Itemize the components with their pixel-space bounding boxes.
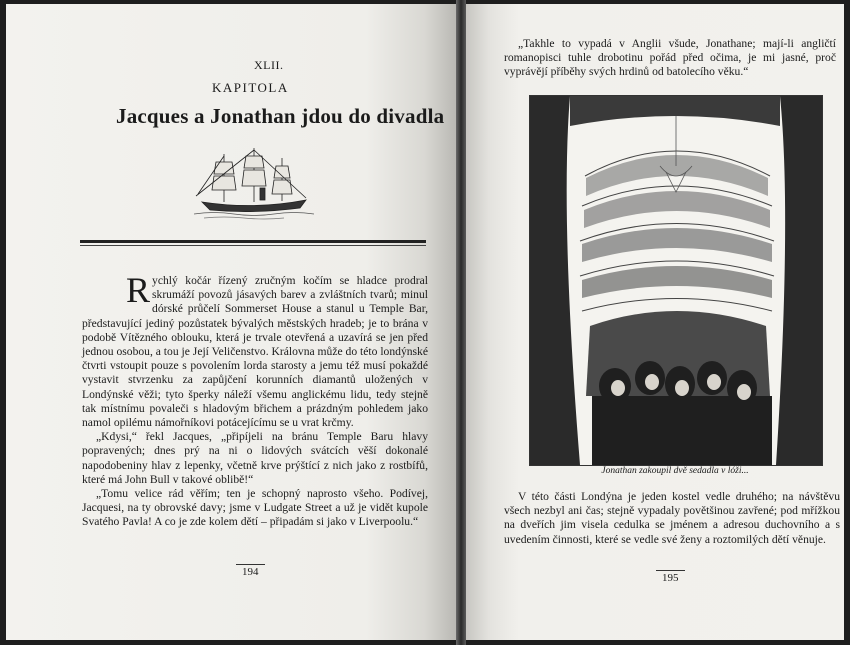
chapter-title: Jacques a Jonathan jdou do divadla bbox=[116, 104, 445, 128]
left-page bbox=[6, 4, 456, 640]
right-page bbox=[466, 4, 844, 640]
chapter-number: XLII. bbox=[254, 58, 284, 72]
page-number-left: 194 bbox=[236, 564, 265, 579]
divider-rule-thin bbox=[80, 245, 426, 246]
illustration-caption: Jonathan zakoupil dvě sedadla v lóži... bbox=[601, 466, 749, 476]
book-gutter bbox=[456, 0, 466, 645]
chapter-label: KAPITOLA bbox=[212, 80, 289, 95]
paragraph-1: ychlý kočár řízený zručným kočím se hladce prodral skrumáží povozů jásavých barev a zvláštních tvarů; minul dórské průčelí Sommerset House a stanul u Temple Bar, představující jediný pozůstatek bývalých městských hradeb; je to brána v podobě Vítězného oblouku, která je trvale otevřená a uzavírá se jen před jednou osobou, a tou je Její Veličenstvo. Královna může do této londýnské čtvrti vstoupit pouze s povolením lorda starosty a jemu též musí pokaždé vystavit stvrzenku za zapůjčení korunních diamantů uložených v Londýnské věži; tyto šperky náleží všemu anglickému lidu, tedy stejně tak místnímu povaleči s hladovým břichem a prázdným pohledem jako namol opilému námořníkovi potácejícímu se u vrat krčmy. bbox=[82, 274, 428, 430]
page-number-right: 195 bbox=[656, 570, 685, 585]
left-body-text bbox=[82, 270, 428, 530]
sailing-ship-illustration bbox=[194, 144, 314, 224]
paragraph-bottom: V této části Londýna je jeden kostel vedle druhého; na návštěvu všech nezbyl ani čas; stejně vypadaly povětšinou zavřené; pod mřížkou na dveřích jim visela cedulka se jménem a adresou duchovního a s uvedením činnosti, které se vedle své ženy a roztomilých dětí věnuje. bbox=[504, 490, 840, 546]
drop-cap: R bbox=[126, 270, 151, 310]
paragraph-3: „Tomu velice rád věřím; ten je schopný naprosto všeho. Podívej, Jacquesi, na ty obrovské davy; jsme v Ludgate Street a už je vidět kupole Svatého Pavla! A co je zde kolem dětí – připadám si jako v Liverpoolu.“ bbox=[82, 487, 428, 529]
paragraph-2: „Kdysi,“ řekl Jacques, „připíjeli na bránu Temple Baru hlavy popravených; dnes prý na ni o lidových svátcích věší dokonalé napodobeniny hlav z lepenky, včetně krve prýštící z nich jako z rostbífů, které má John Bull v takové oblibě!“ bbox=[82, 430, 428, 486]
right-bottom-text bbox=[504, 490, 840, 547]
paragraph-top: „Takhle to vypadá v Anglii všude, Jonathane; mají-li angličtí romanopisci tuhle drobotinu pořád před očima, je mi jasné, proč vyprávějí příběhy svých hrdinů od batolecího věku.“ bbox=[504, 37, 836, 79]
divider-rule bbox=[80, 240, 426, 243]
theatre-engraving bbox=[529, 95, 823, 466]
right-top-text bbox=[504, 37, 836, 80]
